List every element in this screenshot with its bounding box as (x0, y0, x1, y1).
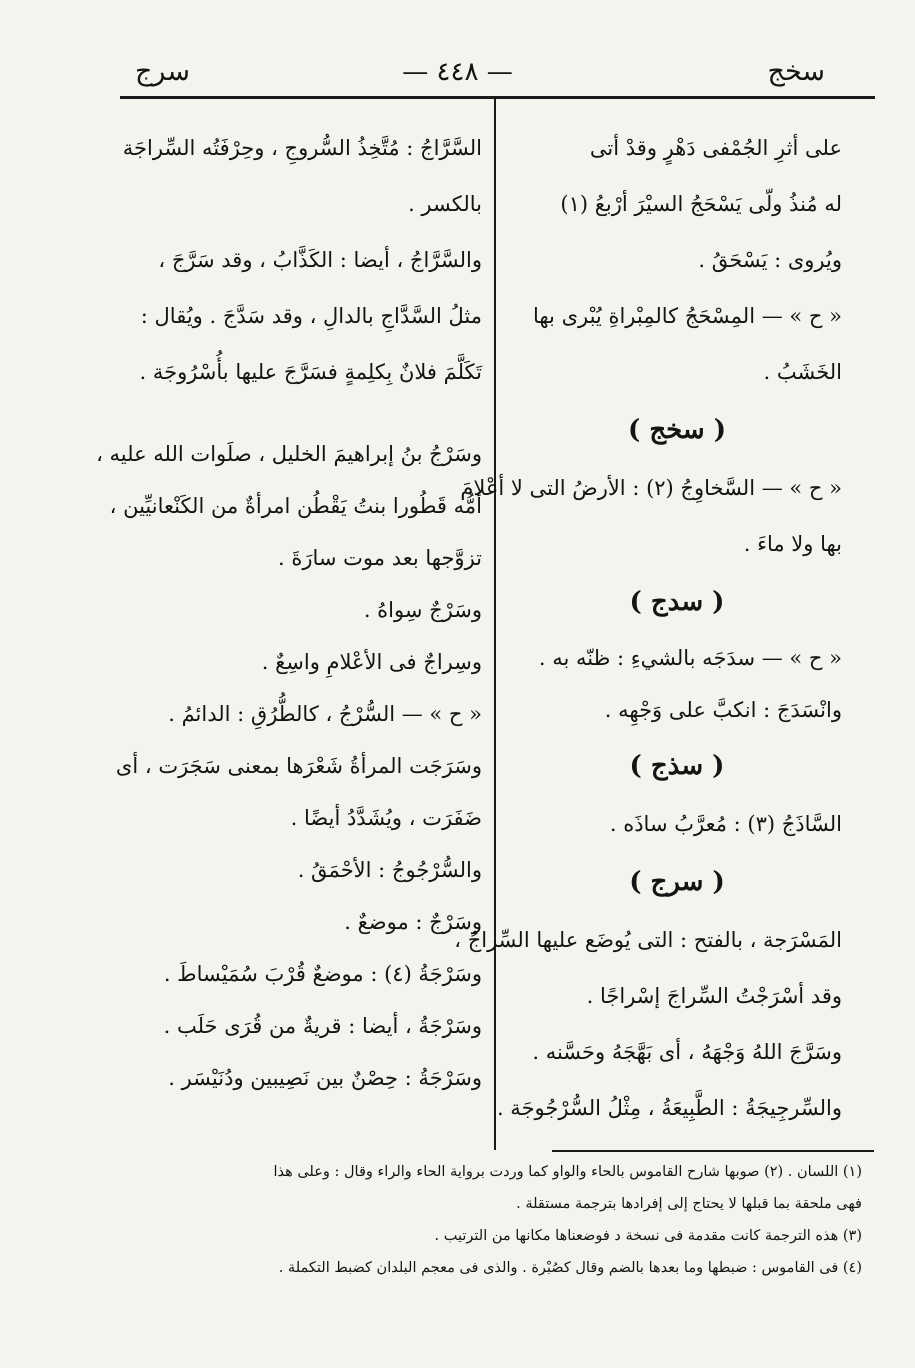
text-line: وسَرَجَت المرأةُ شَعْرَها بمعنى سَجَرَت ، أى (115, 754, 482, 778)
text-line: بها ولا ماءَ . (743, 532, 842, 556)
text-line: وانْسَدَجَ : انكبَّ على وَجْهِه . (604, 698, 842, 722)
text-line: تزوَّجها بعد موت سارَةَ . (277, 546, 482, 570)
text-line: الخَشَبُ . (763, 360, 842, 384)
text-line: على أثرِ الجُمْفى دَهْرٍ وقدْ أتى (589, 136, 842, 160)
text-line: وسَرْجَةُ : حِصْنٌ بين نَصِيبين ودُنَيْسَر . (168, 1066, 482, 1090)
text-line: والسِّرجِيجَةُ : الطَّبِيعَةُ ، مِثْلُ السُّرْجُوجَة . (496, 1096, 842, 1120)
header-entry-right: سخج (767, 56, 825, 87)
text-line: وسَرْجُ بنُ إبراهيمَ الخليل ، صلَوات الله عليه ، (96, 442, 482, 466)
text-line: وسَرْجَةُ (٤) : موضعٌ قُرْبَ سُمَيْساطَ . (163, 962, 482, 986)
footnote-line: فهى ملحقة بما قبلها لا يحتاج إلى إفرادها بترجمة مستقلة . (516, 1196, 862, 1212)
header-entry-left: سرج (135, 56, 190, 87)
header-rule (120, 96, 875, 99)
footnote-rule (552, 1150, 874, 1152)
text-line: السَّرَّاجُ : مُتَّخِذُ السُّروجِ ، وحِرْفَتُه السِّراجَة (122, 136, 482, 160)
text-line: والسَّرَّاجُ ، أيضا : الكَذَّابُ ، وقد سَرَّجَ ، (158, 248, 482, 272)
text-line: وسَرْجٌ سِواهُ . (363, 598, 482, 622)
text-line: وسَرَّجَ اللهُ وَجْهَهُ ، أى بَهَّجَهُ وحَسَّنه . (532, 1040, 842, 1064)
text-line: وسَرْجَةُ ، أيضا : قريةٌ من قُرَى حَلَب . (163, 1014, 482, 1038)
text-line: « ح » — سدَجَه بالشيءِ : ظنّه به . (538, 646, 842, 670)
section-heading-sadhaj: ( سذج ) (629, 751, 725, 781)
text-line: أمُّه قَطُورا بنتُ يَقْطُن امرأةٌ من الكَنْعانيِّين ، (109, 494, 482, 518)
left-column (96, 120, 482, 1104)
text-line: ضَفَرَت ، ويُشَدَّدُ أيضًا . (290, 806, 482, 830)
text-line: « ح » — السُّرْجُ ، كالطُّرُقِ : الدائمُ . (168, 702, 482, 726)
text-line: السَّاذَجُ (٣) : مُعرَّبُ ساذَه . (609, 812, 842, 836)
section-heading-saraj: ( سرج ) (629, 867, 725, 897)
text-line: له مُنذُ ولّى يَسْحَجُ السيْرَ أرْبعُ (١) (560, 192, 842, 216)
text-line: والسُّرْجُوجُ : الأحْمَقُ . (297, 858, 482, 882)
paragraph-gap (120, 400, 482, 428)
section-heading-sadaj: ( سدج ) (629, 587, 725, 617)
text-line: مثلُ السَّدَّاجِ بالدالِ ، وقد سَدَّجَ . ويُقال : (140, 304, 482, 328)
text-line: ويُروى : يَسْحَقُ . (698, 248, 842, 272)
column-separator (494, 98, 496, 1150)
footnote-line: (١) اللسان . (٢) صوبها شارح القاموس بالحاء والواو كما وردت برواية الحاء والراء وقال : وعلى هذا (273, 1164, 862, 1180)
footnote-line: (٣) هذه الترجمة كانت مقدمة فى نسخة د فوضعناها مكانها من الترتيب . (434, 1228, 862, 1244)
footnote-line: (٤) فى القاموس : ضبطها وما بعدها بالضم وقال كصُبْرة . والذى فى معجم البلدان كضبط التكملة . (278, 1260, 862, 1276)
text-line: بالكسر . (408, 192, 482, 216)
text-line: « ح » — المِسْحَجُ كالمِبْراةِ يُبْرى بها (532, 304, 842, 328)
text-line: تَكَلَّمَ فلانٌ بِكلِمةٍ فسَرَّجَ عليها بأُسْرُوجَة . (139, 360, 482, 384)
page-number: — ٤٤٨ — (402, 57, 513, 87)
text-line: وقد أسْرَجْتُ السِّراجَ إسْراجًا . (586, 984, 842, 1008)
section-heading-sakhaj: ( سخج ) (627, 415, 727, 445)
text-line: وسَرْجٌ : موضعٌ . (344, 910, 482, 934)
right-column (454, 120, 842, 1136)
text-line: المَسْرَجة ، بالفتح : التى يُوضَع عليها السِّراجُ ، (454, 928, 842, 952)
text-line: « ح » — السَّخاوِجُ (٢) : الأرضُ التى لا أعْلامَ (460, 476, 842, 500)
text-line: وسِراجٌ فى الأعْلامِ واسِعٌ . (261, 650, 482, 674)
